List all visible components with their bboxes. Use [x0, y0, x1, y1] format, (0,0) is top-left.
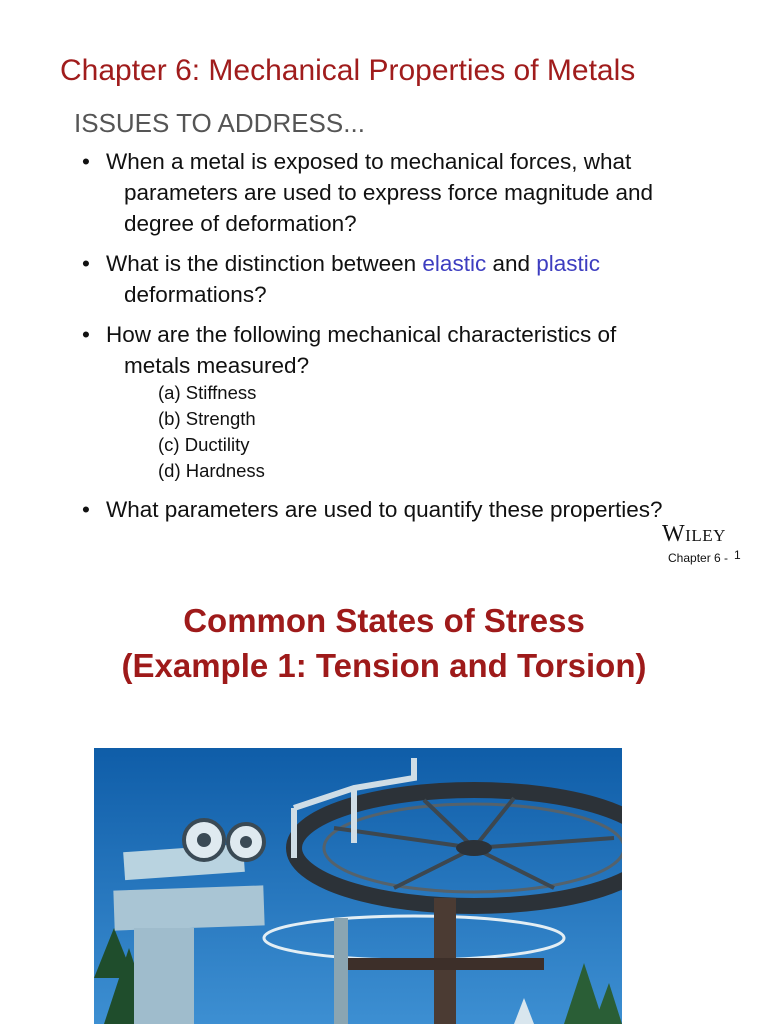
- list-item: (c) Ductility: [158, 434, 250, 455]
- pulley-hub: [240, 836, 252, 848]
- list-item: (b) Strength: [158, 408, 256, 429]
- list-item: (d) Hardness: [158, 460, 265, 481]
- bullet-item: [82, 494, 742, 525]
- term-elastic: elastic: [422, 251, 487, 276]
- list-item: (a) Stiffness: [158, 382, 257, 403]
- cross-beam: [344, 958, 544, 970]
- page-footer: [668, 548, 741, 565]
- bullet-marker: •: [82, 497, 90, 522]
- wiley-logo: Wiley: [662, 521, 726, 547]
- bullet-marker: •: [82, 149, 90, 174]
- bullet-item: [82, 146, 742, 239]
- issues-heading: ISSUES TO ADDRESS...: [74, 108, 365, 138]
- wheel-hub: [456, 840, 492, 856]
- support-column: [134, 928, 194, 1024]
- bullet-text: When a metal is exposed to mechanical forces, what: [106, 149, 632, 174]
- bullet-text: deformations?: [124, 282, 267, 307]
- slide-2-title: [0, 598, 768, 688]
- bullet-text: What is the distinction between elastic and plastic: [106, 251, 601, 276]
- pulley-hub: [197, 833, 211, 847]
- property-sublist: [158, 380, 265, 484]
- ski-lift-photo: [94, 748, 622, 1024]
- term-plastic: plastic: [536, 251, 601, 276]
- page-number: 1: [734, 548, 741, 562]
- bullet-text: metals measured?: [124, 353, 310, 378]
- beam: [113, 885, 264, 930]
- bullet-marker: •: [82, 322, 90, 347]
- bullet-marker: •: [82, 251, 90, 276]
- bullet-text: parameters are used to express force magnitude and: [124, 180, 654, 205]
- tower-leg: [334, 918, 348, 1024]
- bullet-item: [82, 319, 742, 381]
- title-line: Common States of Stress: [183, 602, 585, 639]
- bullet-text: What parameters are used to quantify these properties?: [106, 497, 663, 522]
- ski-lift-illustration: [94, 748, 622, 1024]
- slide-title: Chapter 6: Mechanical Properties of Metals: [60, 54, 636, 87]
- bullet-text: degree of deformation?: [124, 211, 357, 236]
- footer-label: Chapter 6 -: [668, 551, 729, 565]
- bullet-item: [82, 248, 742, 310]
- bullet-text: How are the following mechanical characteristics of: [106, 322, 617, 347]
- title-line: (Example 1: Tension and Torsion): [121, 647, 647, 684]
